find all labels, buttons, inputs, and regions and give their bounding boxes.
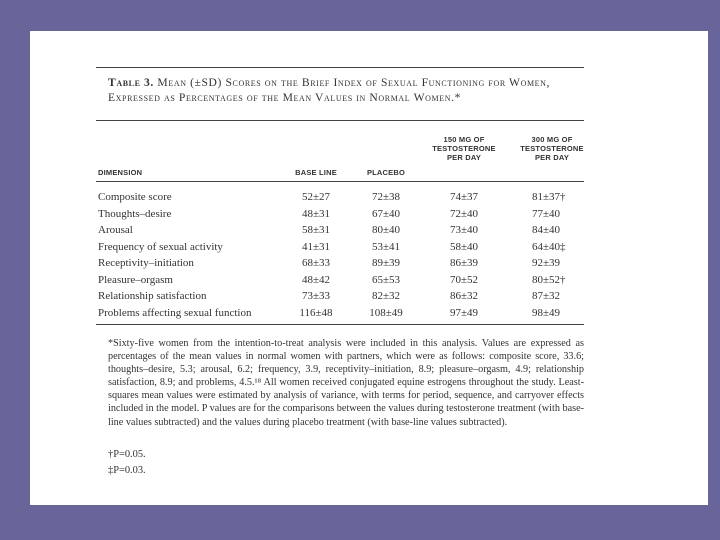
cell-300: 98±49 (532, 306, 561, 319)
column-header-dimension: DIMENSION (98, 168, 143, 177)
cell-base-line: 73±33 (301, 290, 331, 302)
cell-placebo: 65±53 (371, 273, 401, 286)
cell-dimension: Pleasure–orgasm (98, 273, 173, 286)
cell-150: 86±32 (449, 290, 479, 302)
cell-dimension: Relationship satisfaction (98, 290, 207, 302)
cell-base-line: 48±31 (301, 207, 331, 220)
cell-placebo: 72±38 (371, 191, 401, 203)
cell-dimension: Composite score (98, 191, 172, 203)
cell-150: 86±39 (449, 257, 479, 269)
cell-base-line: 58±31 (301, 224, 331, 236)
cell-300: 80±52† (532, 273, 566, 286)
header-rule (96, 181, 584, 182)
body-rule (96, 324, 584, 325)
cell-base-line: 116±48 (299, 306, 333, 319)
cell-dimension: Problems affecting sexual function (98, 306, 252, 319)
cell-base-line: 68±33 (301, 257, 331, 269)
table-row (96, 224, 584, 240)
table-row (96, 241, 584, 257)
caption-label: Table 3. (108, 76, 154, 89)
footnote-main: *Sixty-five women from the intention-to-treat analysis were included in this analysis. Values are expressed as percentages of the mean values in normal women with partners, which were as follows: composite score, 33.6; thoughts–desire, 5.3; arousal, 6.2; frequency, 3.9, receptivity–initiation, 8.9; pleasure–orgasm, 4.9; relationship satisfaction, 8.9; and problems, 4.5.¹⁸ All women received conjugated equine estrogens throughout the study. Least-squares mean values were estimated by analysis of variance, with terms for period, sequence, and carryover effects included in the model. P values are for the comparisons between the values during testosterone treatment (with base-line values subtracted) and the values during placebo treatment (with base-line values subtracted). (108, 338, 584, 428)
table-row (96, 191, 584, 207)
caption-rule (96, 120, 584, 121)
cell-dimension: Frequency of sexual activity (98, 240, 223, 253)
cell-150: 73±40 (449, 224, 479, 236)
column-header-300: 300 ΜG OF TESTOSTERONE PER DAY (520, 135, 584, 162)
cell-150: 74±37 (449, 191, 479, 203)
slide-bottom-band (0, 507, 720, 540)
column-header-150: 150 ΜG OF TESTOSTERONE PER DAY (432, 135, 496, 162)
cell-base-line: 41±31 (301, 240, 331, 253)
cell-placebo: 108±49 (369, 306, 403, 319)
cell-dimension: Arousal (98, 224, 133, 236)
cell-150: 70±52 (449, 273, 479, 286)
table-row (96, 208, 584, 224)
cell-base-line: 48±42 (301, 273, 331, 286)
table-row (96, 274, 584, 290)
cell-placebo: 82±32 (371, 290, 401, 302)
footnote-dagger: †P=0.05. (108, 449, 146, 460)
cell-300: 77±40 (532, 207, 561, 220)
cell-placebo: 53±41 (371, 240, 401, 253)
cell-300: 84±40 (532, 224, 561, 236)
top-rule (96, 67, 584, 68)
cell-placebo: 80±40 (371, 224, 401, 236)
cell-dimension: Thoughts–desire (98, 207, 172, 220)
cell-placebo: 67±40 (371, 207, 401, 220)
caption-text: Mean (±SD) Scores on the Brief Index of Sexual Functioning for Women, Expressed as Percentages of the Mean Values in Normal Women.* (108, 76, 551, 104)
table-caption (108, 75, 578, 105)
cell-300: 92±39 (532, 257, 561, 269)
column-header-base-line: BASE LINE (295, 168, 337, 177)
footnote-double-dagger: ‡P=0.03. (108, 465, 146, 476)
cell-300: 81±37† (532, 191, 566, 203)
cell-300: 64±40‡ (532, 240, 566, 253)
table-row (96, 290, 584, 306)
cell-base-line: 52±27 (301, 191, 331, 203)
cell-150: 58±40 (449, 240, 479, 253)
cell-dimension: Receptivity–initiation (98, 257, 194, 269)
column-header-placebo: PLACEBO (366, 168, 406, 177)
cell-300: 87±32 (532, 290, 561, 302)
cell-150: 72±40 (449, 207, 479, 220)
cell-placebo: 89±39 (371, 257, 401, 269)
table-row (96, 307, 584, 323)
cell-150: 97±49 (449, 306, 479, 319)
table-row (96, 257, 584, 273)
